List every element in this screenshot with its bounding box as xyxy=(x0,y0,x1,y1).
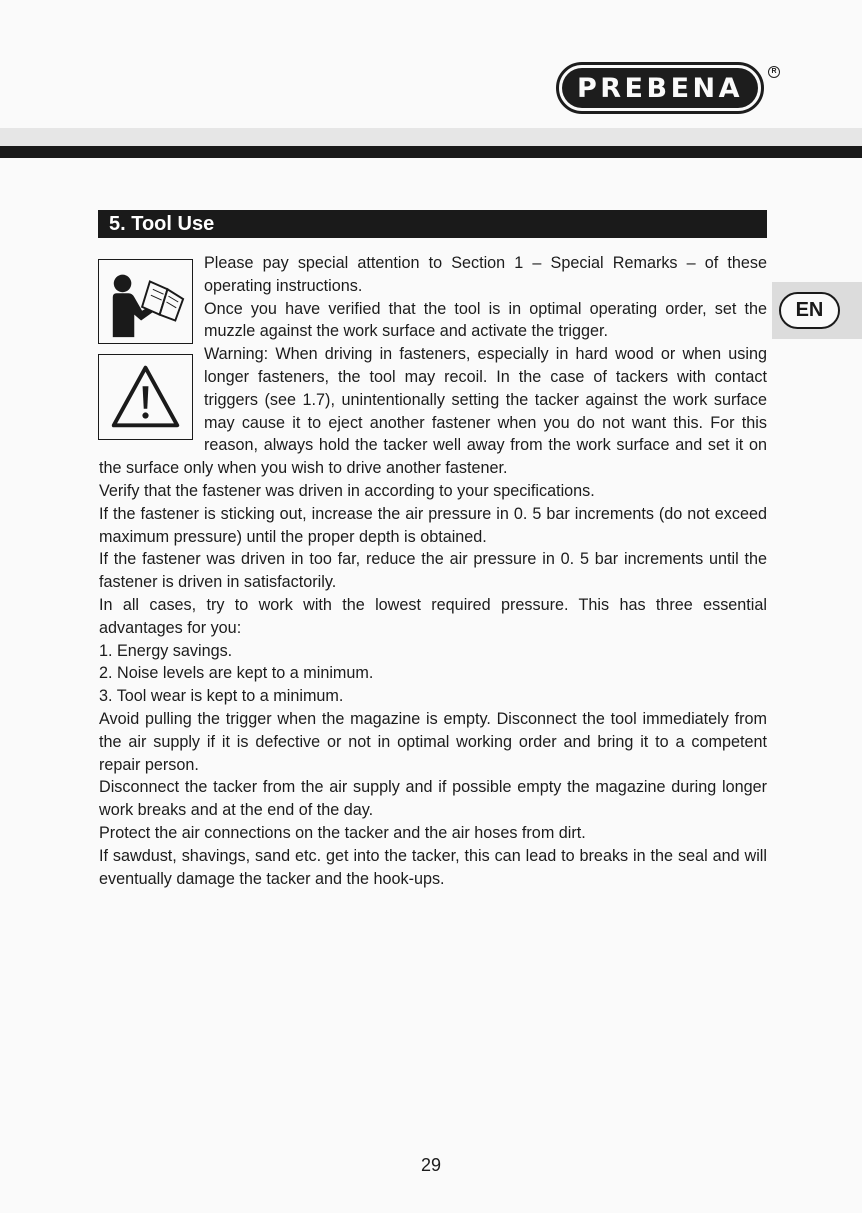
header-gray-band xyxy=(0,128,862,146)
paragraph-protect-connections: Protect the air connections on the tacker and the air hoses from dirt. xyxy=(99,823,586,842)
list-item-noise: 2. Noise levels are kept to a minimum. xyxy=(99,664,374,683)
list-item-energy: 1. Energy savings. xyxy=(99,641,233,660)
language-badge: EN xyxy=(779,292,840,329)
page-number: 29 xyxy=(420,1155,442,1175)
section-title: 5. Tool Use xyxy=(98,210,767,238)
icon-float-spacer xyxy=(99,252,204,452)
paragraph-verify-tool: Once you have verified that the tool is in optimal operating order, set the muzzle against the work surface and activate the trigger. xyxy=(204,299,767,341)
logo-plate xyxy=(562,68,758,108)
paragraph-sawdust: If sawdust, shavings, sand etc. get into the tacker, this can lead to breaks in the seal and will eventually damage the tacker and the hook-ups. xyxy=(99,846,767,888)
paragraph-special-remarks: Please pay special attention to Section 1 – Special Remarks – of these operating instructions. xyxy=(204,254,767,295)
paragraph-disconnect: Disconnect the tacker from the air supply and if possible empty the magazine during longer work breaks and at the end of the day. xyxy=(99,778,767,820)
paragraph-driven-too-far: If the fastener was driven in too far, reduce the air pressure in 0. 5 bar increments until the fastener is driven in satisfactorily. xyxy=(99,550,767,592)
registered-trademark-icon: R xyxy=(768,66,780,78)
paragraph-warning: Warning: When driving in fasteners, especially in hard wood or when using longer fasteners, the tool may recoil. In the case of tackers with contact triggers (see 1.7), unintentionally setting the tacker against the work surface may cause it to eject another fastener when you do not want this. For this reason, always hold the tacker well away from the work surface and set it on the surface only when you wish to drive another fastener. xyxy=(99,345,767,478)
logo-text: PREBENA xyxy=(576,72,744,104)
header-black-band xyxy=(0,146,862,158)
body-text xyxy=(99,252,767,890)
prebena-logo xyxy=(556,62,764,114)
paragraph-verify-fastener: Verify that the fastener was driven in according to your specifications. xyxy=(99,481,595,500)
list-item-wear: 3. Tool wear is kept to a minimum. xyxy=(99,687,344,706)
paragraph-sticking-out: If the fastener is sticking out, increase the air pressure in 0. 5 bar increments (do not exceed maximum pressure) until the proper depth is obtained. xyxy=(99,504,767,546)
paragraph-lowest-pressure: In all cases, try to work with the lowest required pressure. This has three essential advantages for you: xyxy=(99,595,767,637)
paragraph-empty-magazine: Avoid pulling the trigger when the magazine is empty. Disconnect the tool immediately from the air supply if it is defective or not in optimal working order and bring it to a competent repair person. xyxy=(99,709,767,774)
